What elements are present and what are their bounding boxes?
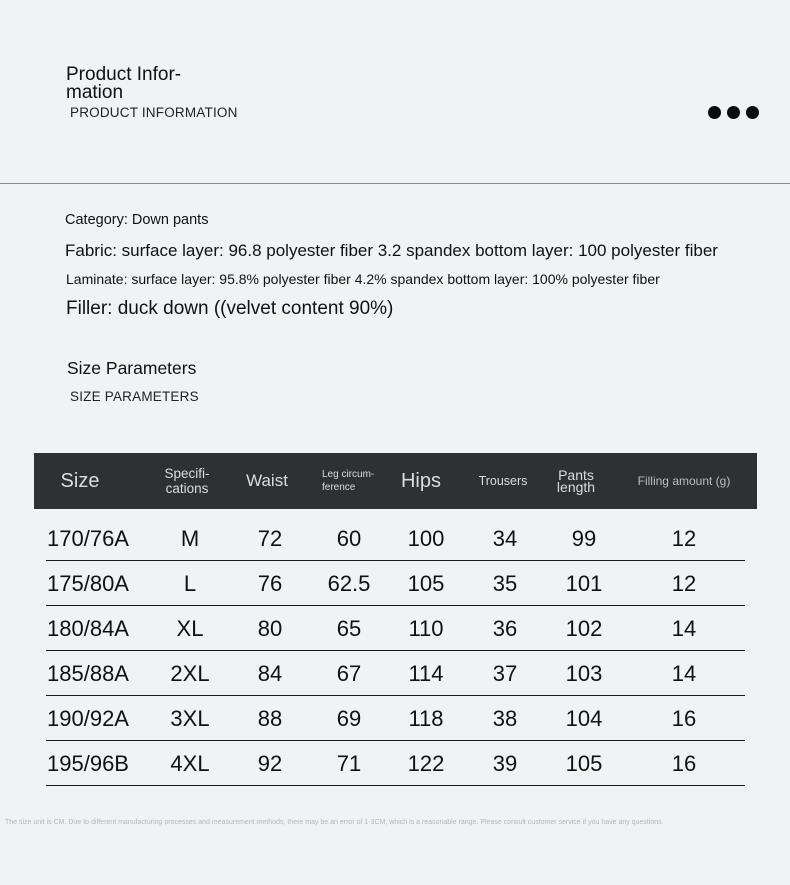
table-row <box>0 516 790 561</box>
table-cell: 34 <box>492 525 518 551</box>
laminate-text: Laminate: surface layer: 95.8% polyester fiber 4.2% spandex bottom layer: 100% polyester fiber <box>66 271 660 287</box>
table-cell: 100 <box>407 525 445 551</box>
table-cell: 14 <box>671 615 697 641</box>
table-cell: M <box>180 525 200 551</box>
table-cell: 103 <box>565 660 603 686</box>
table-cell: 67 <box>336 660 362 686</box>
table-cell: 14 <box>671 660 697 686</box>
table-cell: 101 <box>565 570 603 596</box>
table-cell: 105 <box>565 750 603 776</box>
header-leg-circumference: Leg circum-ference <box>322 469 375 493</box>
table-cell: 3XL <box>170 705 210 731</box>
page-title: Product Infor-mation <box>66 64 182 103</box>
table-cell: 170/76A <box>47 525 129 551</box>
table-cell: 190/92A <box>47 705 129 731</box>
header-filling-amount: Filling amount (g) <box>637 474 731 488</box>
size-table-header <box>34 453 757 509</box>
table-cell: 195/96B <box>47 750 129 776</box>
table-cell: 104 <box>565 705 603 731</box>
table-cell: L <box>183 570 197 596</box>
table-cell: 12 <box>671 570 697 596</box>
header-specifications: Specifi-cations <box>164 466 210 496</box>
table-cell: 118 <box>408 705 444 731</box>
table-cell: 175/80A <box>47 570 129 596</box>
table-cell: 60 <box>336 525 362 551</box>
table-cell: 114 <box>408 660 444 686</box>
dot <box>746 106 759 119</box>
size-section-title: Size Parameters <box>67 358 197 378</box>
table-cell: 65 <box>336 615 362 641</box>
table-row <box>0 606 790 651</box>
header-hips: Hips <box>400 469 441 492</box>
header-pants-length: Pants length <box>556 467 596 495</box>
table-cell: 88 <box>257 705 283 731</box>
table-cell: 110 <box>408 615 444 641</box>
category-text: Category: Down pants <box>65 212 209 228</box>
header-waist: Waist <box>246 471 288 490</box>
divider <box>0 183 790 184</box>
dot <box>708 106 721 119</box>
more-options-icon <box>708 106 759 119</box>
table-cell: 37 <box>492 660 518 686</box>
filler-text: Filler: duck down ((velvet content 90%) <box>66 298 394 319</box>
table-row <box>0 741 790 786</box>
table-cell: 99 <box>571 525 597 551</box>
table-cell: 35 <box>492 570 518 596</box>
table-cell: 16 <box>671 705 697 731</box>
table-cell: 38 <box>492 705 518 731</box>
row-divider <box>46 785 745 786</box>
header-size: Size <box>60 469 100 492</box>
table-cell: 84 <box>257 660 283 686</box>
table-cell: 71 <box>336 750 362 776</box>
table-cell: 105 <box>407 570 445 596</box>
table-cell: 39 <box>492 750 518 776</box>
fabric-text: Fabric: surface layer: 96.8 polyester fiber 3.2 spandex bottom layer: 100 polyester fiber <box>65 241 718 260</box>
table-cell: 16 <box>671 750 697 776</box>
table-cell: 185/88A <box>47 660 129 686</box>
table-row <box>0 561 790 606</box>
table-cell: 122 <box>407 750 445 776</box>
table-cell: 92 <box>257 750 283 776</box>
table-row <box>0 651 790 696</box>
table-cell: 69 <box>336 705 362 731</box>
table-cell: 72 <box>257 525 283 551</box>
table-cell: 12 <box>671 525 697 551</box>
table-cell: 4XL <box>170 750 210 776</box>
footnote: The size unit is CM. Due to different manufacturing processes and measurement methods, there may be an error of 1-3CM, which is a reasonable range. Please consult customer service if you have any questions. <box>5 819 664 826</box>
table-cell: 62.5 <box>327 570 371 596</box>
header-trousers: Trousers <box>478 474 528 488</box>
table-cell: 2XL <box>170 660 210 686</box>
table-cell: 36 <box>492 615 518 641</box>
table-row <box>0 696 790 741</box>
table-cell: 76 <box>257 570 283 596</box>
table-cell: XL <box>176 615 204 641</box>
table-cell: 180/84A <box>47 615 129 641</box>
dot <box>727 106 740 119</box>
size-section-subtitle: SIZE PARAMETERS <box>70 389 199 404</box>
page-subtitle: PRODUCT INFORMATION <box>70 105 238 120</box>
table-cell: 102 <box>565 615 603 641</box>
table-cell: 80 <box>257 615 283 641</box>
